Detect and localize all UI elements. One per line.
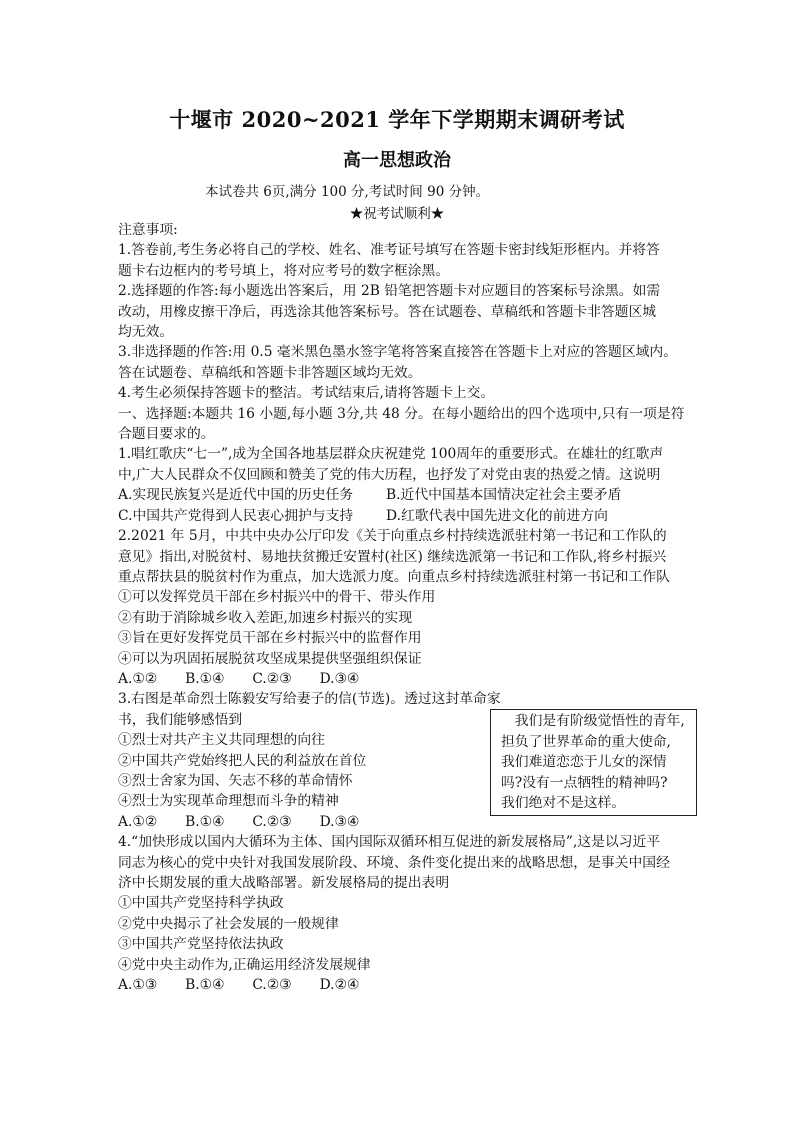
note-line: 1.答卷前,考生务必将自己的学校、姓名、准考证号填写在答题卡密封线矩形框内。并将答 [118, 242, 660, 259]
exam-title: 十堰市 2020~2021 学年下学期期末调研考试 [169, 107, 625, 132]
answer-c[interactable]: C.②③ [252, 813, 292, 830]
letter-line: 担负了世界革命的重大使命, [501, 733, 671, 750]
question-2-answers [118, 669, 688, 689]
answer-d[interactable]: D.③④ [319, 670, 360, 687]
answer-b[interactable]: B.①④ [185, 977, 225, 994]
question-3-text: 3.右图是革命烈士陈毅安写给妻子的信(节选)。透过这封革命家 [118, 691, 501, 708]
question-1-options-row [118, 485, 688, 505]
section-heading: 合题目要求的。 [118, 426, 215, 443]
subject-title: 高一思想政治 [343, 150, 451, 171]
note-line: 3.非选择题的作答:用 0.5 毫米黑色墨水签字笔将答案直接答在答题卡上对应的答题区域内。 [118, 344, 678, 361]
answer-a[interactable]: A.①② [118, 813, 158, 830]
answer-a[interactable]: A.①② [118, 670, 158, 687]
option-a[interactable]: A.实现民族复兴是近代中国的历史任务 [118, 487, 354, 504]
question-1-text: 中,广大人民群众不仅回顾和赞美了党的伟大历程，也抒发了对党由衷的热爱之情。这说明 [118, 466, 661, 483]
statement-item: ③烈士舍家为国、矢志不移的革命情怀 [118, 772, 353, 789]
answer-d[interactable]: D.③④ [319, 813, 360, 830]
exam-info: 本试卷共 6页,满分 100 分,考试时间 90 分钟。 [205, 184, 490, 200]
question-3-text: 书，我们能够感悟到 [118, 711, 243, 728]
note-line: 2.选择题的作答:每小题选出答案后，用 2B 铅笔把答题卡对应题目的答案标号涂黑。如需 [118, 283, 661, 300]
notes-heading: 注意事项: [118, 222, 178, 238]
statement-item: ②党中央揭示了社会发展的一般规律 [118, 915, 339, 932]
answer-d[interactable]: D.②④ [319, 977, 360, 994]
question-3-block [118, 689, 688, 832]
statement-item: ①可以发挥党员干部在乡村振兴中的骨干、带头作用 [118, 589, 436, 606]
letter-line: 我们难道恋恋于儿女的深情 [501, 754, 667, 771]
letter-excerpt-box [490, 709, 697, 816]
exam-body [118, 220, 688, 995]
statement-item: ③旨在更好发挥党员干部在乡村振兴中的监督作用 [118, 630, 422, 647]
note-line: 4.考生必须保持答题卡的整洁。考试结束后,请将答题卡上交。 [118, 385, 495, 402]
answer-b[interactable]: B.①④ [185, 813, 225, 830]
note-line: 题卡右边框内的考号填上，将对应考号的数字框涂黑。 [118, 262, 450, 279]
statement-item: ④党中央主动作为,正确运用经济发展规律 [118, 956, 371, 973]
section-heading: 一、选择题:本题共 16 小题,每小题 3分,共 48 分。在每小题给出的四个选项中,只有一项是符 [118, 405, 685, 422]
question-2-text: 意见》指出,对脱贫村、易地扶贫搬迁安置村(社区) 继续选派第一书记和工作队,将乡村振兴 [118, 548, 667, 565]
option-d[interactable]: D.红歌代表中国先进文化的前进方向 [386, 507, 608, 524]
question-4-text: 同志为核心的党中央针对我国发展阶段、环境、条件变化提出来的战略思想，是事关中国经 [118, 854, 670, 871]
statement-item: ①烈士对共产主义共同理想的向往 [118, 732, 325, 749]
statement-item: ①中国共产党坚持科学执政 [118, 895, 284, 912]
question-1-options-row [118, 506, 688, 526]
answer-b[interactable]: B.①④ [185, 670, 225, 687]
note-line: 答在试题卷、草稿纸和答题卡非答题区域均无效。 [118, 364, 422, 381]
good-luck-line: ★祝考试顺利★ [349, 206, 445, 222]
question-1-text: 1.唱红歌庆“七一”,成为全国各地基层群众庆祝建党 100周年的重要形式。在雄壮的红歌声 [118, 446, 664, 463]
question-2-text: 2.2021 年 5月，中共中央办公厅印发《关于向重点乡村持续选派驻村第一书记和工作队的 [118, 528, 667, 545]
note-line: 改动，用橡皮擦干净后，再选涂其他答案标号。答在试题卷、草稿纸和答题卡非答题区城 [118, 303, 657, 320]
answer-c[interactable]: C.②③ [252, 670, 292, 687]
statement-item: ④可以为巩固拓展脱贫攻坚成果提供坚强组织保证 [118, 650, 422, 667]
letter-line: 我们是有阶级觉悟性的青年, [514, 713, 685, 730]
statement-item: ③中国共产党坚持依法执政 [118, 936, 284, 953]
letter-line: 我们绝对不是这样。 [501, 794, 626, 811]
statement-item: ②有助于消除城乡收入差距,加速乡村振兴的实现 [118, 609, 413, 626]
option-b[interactable]: B.近代中国基本国情决定社会主要矛盾 [386, 487, 622, 504]
question-2-text: 重点帮扶县的脱贫村作为重点，加大选派力度。向重点乡村持续选派驻村第一书记和工作队 [118, 568, 670, 585]
statement-item: ④烈士为实现革命理想而斗争的精神 [118, 793, 339, 810]
statement-item: ②中国共产党始终把人民的利益放在首位 [118, 752, 367, 769]
question-4-text: 4.“加快形成以国内大循环为主体、国内国际双循环相互促进的新发展格局”,这是以习近平 [118, 834, 661, 851]
letter-line: 吗?没有一点牺牲的精神吗? [501, 774, 668, 791]
note-line: 均无效。 [118, 324, 174, 341]
answer-c[interactable]: C.②③ [252, 977, 292, 994]
question-4-answers [118, 975, 688, 995]
answer-a[interactable]: A.①③ [118, 977, 158, 994]
question-4-text: 济中长期发展的重大战略部署。新发展格局的提出表明 [118, 875, 450, 891]
option-c[interactable]: C.中国共产党得到人民衷心拥护与支持 [118, 507, 354, 524]
